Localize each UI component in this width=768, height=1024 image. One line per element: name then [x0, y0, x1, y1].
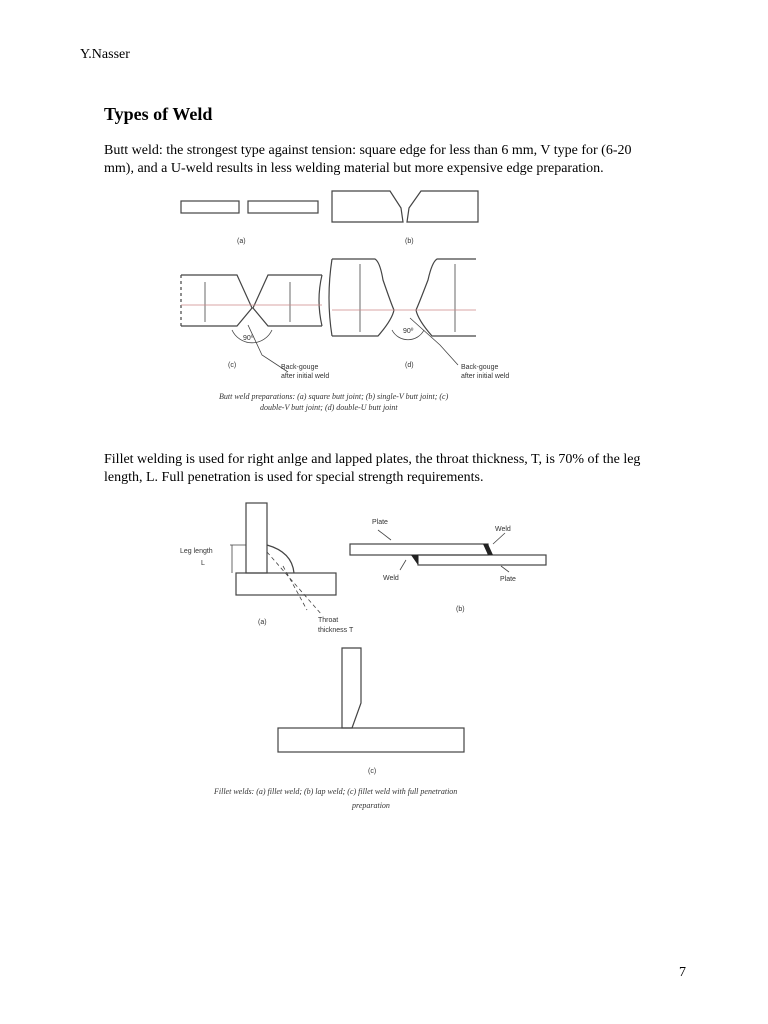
- single-v-plate-left: [332, 191, 403, 222]
- fig2-caption-line1: Fillet welds: (a) fillet weld; (b) lap weld; (c) fillet weld with full penetration: [214, 787, 458, 796]
- fig1-back-gouge-c-note: after initial weld: [281, 373, 330, 380]
- full-pen-vertical-plate: [342, 648, 361, 728]
- section-title: Types of Weld: [104, 104, 213, 124]
- fig2-label-b: (b): [456, 606, 465, 613]
- double-u-plate-right: [416, 259, 476, 336]
- square-butt-plate-right: [248, 201, 318, 213]
- fig1-caption-line2: double-V butt joint; (d) double-U butt joint: [260, 403, 398, 412]
- fig2-label-c: (c): [368, 768, 377, 775]
- paragraph-line: length, L. Full penetration is used for special strength requirements.: [104, 470, 484, 485]
- fig2-caption-line2: preparation: [352, 801, 390, 810]
- fig2-leg-length: Leg length: [180, 548, 213, 555]
- page-number: 7: [679, 965, 686, 980]
- fig2-weld-top: Weld: [495, 526, 511, 533]
- fig1-back-gouge-d: Back-gouge: [461, 364, 499, 371]
- lap-bottom-plate: [418, 555, 546, 565]
- lap-top-plate: [350, 544, 488, 555]
- fig1-label-a: (a): [237, 238, 246, 245]
- fig1-angle-c: 90º: [243, 335, 254, 342]
- fig1-label-b: (b): [405, 238, 414, 245]
- fig1-angle-d: 90º: [403, 328, 414, 335]
- fig1-back-gouge-c: Back-gouge: [281, 364, 319, 371]
- fillet-vertical-plate: [246, 503, 267, 573]
- fig2-leg-L: L: [201, 560, 205, 567]
- fig1-back-gouge-d-note: after initial weld: [461, 373, 510, 380]
- fig2-plate-top: Plate: [372, 519, 388, 526]
- paragraph-line: Fillet welding is used for right anlge and lapped plates, the throat thickness, T, is 70% of the leg: [104, 452, 641, 467]
- fig2-throat-thickness: thickness T: [318, 627, 354, 634]
- fig1-label-c: (c): [228, 362, 237, 369]
- fig1-label-d: (d): [405, 362, 414, 369]
- double-v-plate-left: [181, 275, 252, 326]
- fig2-weld-bottom: Weld: [383, 575, 399, 582]
- full-pen-base-plate: [278, 728, 464, 752]
- paragraph-line: Butt weld: the strongest type against tension: square edge for less than 6 mm, V type for (6-20: [104, 143, 632, 158]
- fig2-label-a: (a): [258, 619, 267, 626]
- fig2-plate-bottom: Plate: [500, 576, 516, 583]
- fig1-caption-line1: Butt weld preparations: (a) square butt joint; (b) single-V butt joint; (c): [219, 392, 449, 401]
- double-v-plate-right: [253, 275, 322, 326]
- fig2-throat: Throat: [318, 617, 339, 624]
- double-u-plate-left: [332, 259, 394, 336]
- page-header-author: Y.Nasser: [80, 47, 130, 62]
- fillet-weld-bead: [267, 545, 294, 573]
- square-butt-plate-left: [181, 201, 239, 213]
- paragraph-line: mm), and a U-weld results in less welding material but more expensive edge preparation.: [104, 161, 604, 176]
- single-v-plate-right: [407, 191, 478, 222]
- fillet-base-plate: [236, 573, 336, 595]
